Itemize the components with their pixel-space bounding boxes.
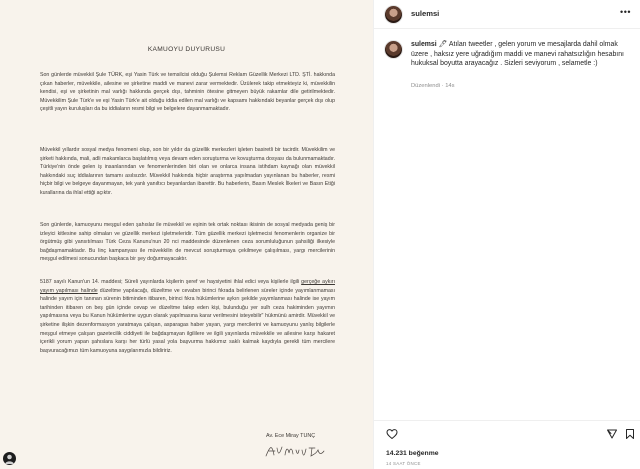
profile-username[interactable]: sulemsi (411, 9, 440, 18)
post-side-panel (373, 0, 640, 469)
avatar-silhouette-icon (3, 452, 16, 465)
edited-label: Düzenlendi (411, 83, 441, 89)
account-avatar[interactable] (3, 452, 16, 465)
document-paragraph-text: 5187 sayılı Kanun'un 14. maddesi; Süreli yayınlarda kişilerin şeref ve haysiyetini ihlal edici veya kişilerle ilgili (40, 279, 302, 285)
post-header (374, 0, 640, 29)
signature-name: Av. Ece Miray TUNÇ (266, 433, 316, 439)
likes-count[interactable]: 14.231 beğenme (386, 450, 439, 457)
document-underlined-text: gerçeğe aykırı yayım yapılması halinde (40, 279, 335, 294)
caption-meta (411, 83, 455, 89)
caption-username[interactable]: sulemsi (411, 41, 437, 48)
caption-age: 14s (445, 83, 455, 89)
heart-icon[interactable] (386, 428, 398, 440)
document-paragraph: Müvekkil yıllardır sosyal medya fenomeni olup, son bir yıldır da güzellik merkezleri işleten basiretli bir tacirdir. Müvekkilim ve şirketi hakkında, mali, adli makamlarca başlatılmış veya devam eden soruşturma ve kovuşturma dosyası da bulunmamaktadır. Türkiye'nin önde gelen iş insanlarından ve fenomenlerinden biri olan ve onlarca insana istihdam kaynağı olan müvekkil hakkındaki suç iddialarının tamamı asılsızdır. Müvekkil hakkında hiçbir araştırma yapılmadan yayınlanan bu haberler, resmi hiçbir bilgi ve belgeye dayanmayan, tek yanlı yanıltıcı beyanlardan ibarettir. Bu haberlerin, Basın Meslek İlkeleri ve Basın Etiği kurallarına da ihlal ettiği açıktır. (40, 147, 335, 196)
profile-avatar[interactable] (384, 5, 403, 24)
document-paragraph (40, 278, 335, 355)
send-icon[interactable] (606, 428, 618, 440)
more-dots-icon[interactable]: ••• (620, 7, 631, 17)
document-title: KAMUOYU DUYURUSU (147, 46, 226, 53)
meta-separator: · (441, 83, 444, 89)
post-timestamp: 14 SAAT ÖNCE (386, 461, 421, 466)
bookmark-icon[interactable] (624, 428, 636, 440)
caption-body: 🖊 Atılan tweetler , gelen yorum ve mesajlarda dahil olmak üzere , haksız yere uğradığım maddi ve manevi rahatsızlığın hesabını hukuksal boyutta arayacağız . Sizleri seviyorum , selametle :) (411, 41, 624, 68)
post-caption (411, 40, 633, 69)
document-paragraph: Son günlerde, kamuoyunu meşgul eden şahıslar ile müvekkil ve eşinin tek ortak noktası ikisinin de sosyal medyada geniş bir izleyici kitlesine sahip olmaları ve güzellik merkezi işletmeleridir. Tüm güzellik merkezi işletmecisi fenomenlerin organize bir örgütmüş gibi yansıtılması Türk Ceza Kanunu'nun 20 nci maddesinde düzenlenen ceza sorumluluğunun şahsiliği ilkesiyle bağdaşmamaktadır. Bu linç kampanyası ile müvekkilin de mevcut soruşturmaya çekilmeye çalışılması, yargı mercilerinin meşgul edilmesi sonucundan başkaca bir şey doğurmayacaktır. (40, 222, 335, 263)
post-actions (374, 420, 640, 469)
document-paragraph-text: düzeltme yapılacağı, düzeltme ve cevabın birinci fıkrada belirlenen süreler içinde yayımlanmaması halinde yayım için tanınan sürenin bitiminden itibaren, birinci fıkra hükümlerine aykırı şekilde yayımlanması halinde ise yayım tarihinden itibaren on beş gün içinde cevap ve düzeltme talep eden kişi, bulunduğu yer sulh ceza hakiminden yayımın yapılmasına veya bu Kanun hükümlerine uygun olarak yapılmasına karar verilmesini isteyebilir" hükmünü amirdir. Müvekkil ve şirketine ilişkin dezenformasyon yaratmaya çalışan, asparagas haber yayan, yargı mercilerini ve kamuoyunu yanlış bilgilerle meşgul etmeye çalışan gazetecilik ciddiyeti ile bağdaşmayan ilgililere ve ilgili yayınlarda müvekkile ve ailesine karşı hakaret içerikli yorum yapan şahıslara karşı her türlü yasal yola başvurma hakkımız saklı kalmak kaydıyla gerekli tüm mercilere başvuracağımızı tüm kamuoyuna saygılarımızla bildiririz. (40, 287, 335, 354)
document-paragraph: Son günlerde müvekkil Şule TÜRK, eşi Yasin Türk ve temsilcisi olduğu Şulemsi Reklam Güzellik Merkezi LTD. ŞTİ. hakkında çıkan haberler, müvekkile, ailesine ve şirketine maddi ve manevi zarar vermektedir. Üzülerek takip etmekteyiz ki, müvekkilin kendisi, eşi ve şirketinin mal varlığı hakkında gerçek dışı, tahminin ötesine gitmeyen büyük rakamlar dile getirilmektedir. Müvekkilim Şule Türk'e ve eşi Yasin Türk'e ait olduğu iddia edilen mal varlığı ve kapsamı hakkındaki beyanlar gerçek dışı olup çeşitli yayın kuruluşları da bu iddiaların resmi bilgi ve belgelere dayanmamaktadır. (40, 72, 335, 113)
handwritten-signature (262, 438, 332, 462)
caption-avatar[interactable] (384, 40, 403, 59)
